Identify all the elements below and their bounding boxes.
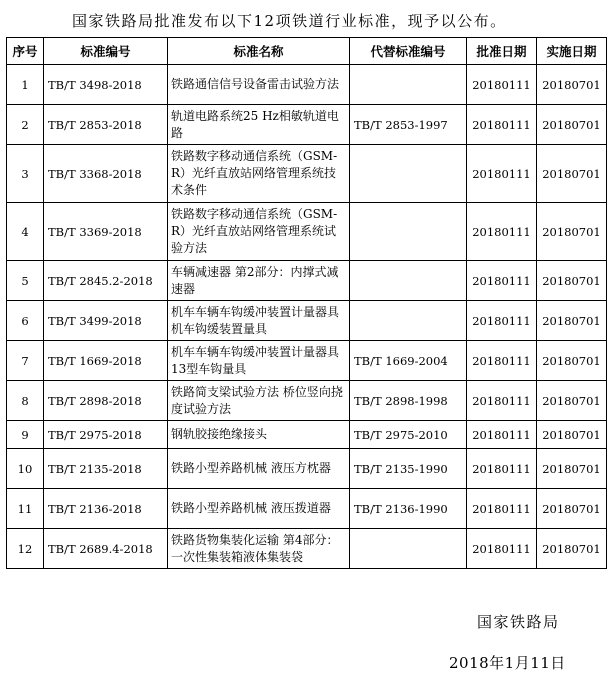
row-approve-date: 20180111 [467,449,537,489]
row-approve-date: 20180111 [467,261,537,301]
table-row [7,261,607,301]
row-approve-date: 20180111 [467,105,537,145]
row-replaced [350,301,467,341]
row-approve-date: 20180111 [467,381,537,421]
row-effective-date: 20180701 [537,529,607,569]
row-replaced: TB/T 2135-1990 [350,449,467,489]
row-effective-date: 20180701 [537,489,607,529]
issue-date: 2018年1月11日 [449,654,566,672]
row-name: 铁路通信信号设备雷击试验方法 [168,65,350,105]
row-name: 铁路小型养路机械 液压方枕器 [168,449,350,489]
row-code: TB/T 1669-2018 [44,341,168,381]
table-row [7,341,607,381]
row-effective-date: 20180701 [537,261,607,301]
row-effective-date: 20180701 [537,449,607,489]
row-effective-date: 20180701 [537,421,607,449]
row-name: 钢轨胶接绝缘接头 [168,421,350,449]
table-row [7,301,607,341]
row-name: 铁路数字移动通信系统（GSM-R）光纤直放站网络管理系统技术条件 [168,145,350,203]
row-replaced [350,145,467,203]
row-no: 10 [7,449,44,489]
header-effective-date: 实施日期 [537,38,607,65]
header-approve-date: 批准日期 [467,38,537,65]
row-approve-date: 20180111 [467,301,537,341]
table-row [7,449,607,489]
row-replaced [350,65,467,105]
row-approve-date: 20180111 [467,421,537,449]
row-replaced [350,203,467,261]
row-no: 7 [7,341,44,381]
row-effective-date: 20180701 [537,341,607,381]
row-code: TB/T 2689.4-2018 [44,529,168,569]
row-name: 铁路简支梁试验方法 桥位竖向挠度试验方法 [168,381,350,421]
table-row [7,421,607,449]
table-body [7,65,607,569]
row-replaced: TB/T 2975-2010 [350,421,467,449]
row-name: 铁路数字移动通信系统（GSM-R）光纤直放站网络管理系统试验方法 [168,203,350,261]
row-code: TB/T 2853-2018 [44,105,168,145]
row-code: TB/T 3369-2018 [44,203,168,261]
row-approve-date: 20180111 [467,341,537,381]
row-code: TB/T 2135-2018 [44,449,168,489]
row-name: 轨道电路系统25 Hz相敏轨道电路 [168,105,350,145]
row-effective-date: 20180701 [537,301,607,341]
table-row [7,145,607,203]
table-row [7,489,607,529]
row-code: TB/T 2136-2018 [44,489,168,529]
row-code: TB/T 2898-2018 [44,381,168,421]
row-effective-date: 20180701 [537,203,607,261]
row-code: TB/T 2975-2018 [44,421,168,449]
row-no: 3 [7,145,44,203]
row-code: TB/T 3498-2018 [44,65,168,105]
standards-table [6,37,607,569]
row-replaced: TB/T 2898-1998 [350,381,467,421]
row-replaced: TB/T 1669-2004 [350,341,467,381]
row-approve-date: 20180111 [467,529,537,569]
row-approve-date: 20180111 [467,489,537,529]
header-code: 标准编号 [44,38,168,65]
row-no: 4 [7,203,44,261]
header-name: 标准名称 [168,38,350,65]
row-replaced: TB/T 2136-1990 [350,489,467,529]
row-no: 2 [7,105,44,145]
row-code: TB/T 3499-2018 [44,301,168,341]
table-header-row [7,38,607,65]
row-name: 铁路小型养路机械 液压拨道器 [168,489,350,529]
row-no: 5 [7,261,44,301]
row-approve-date: 20180111 [467,145,537,203]
row-effective-date: 20180701 [537,145,607,203]
intro-text: 国家铁路局批准发布以下12项铁道行业标准，现予以公布。 [72,12,507,30]
row-approve-date: 20180111 [467,203,537,261]
row-code: TB/T 3368-2018 [44,145,168,203]
row-no: 1 [7,65,44,105]
table-row [7,529,607,569]
row-no: 9 [7,421,44,449]
row-no: 12 [7,529,44,569]
row-replaced [350,529,467,569]
table-row [7,65,607,105]
row-name: 机车车辆车钩缓冲装置计量器具 机车钩缓装置量具 [168,301,350,341]
row-name: 铁路货物集装化运输 第4部分：一次性集装箱液体集装袋 [168,529,350,569]
header-replaced: 代替标准编号 [350,38,467,65]
row-name: 车辆减速器 第2部分：内撑式减速器 [168,261,350,301]
row-no: 6 [7,301,44,341]
row-name: 机车车辆车钩缓冲装置计量器具 13型车钩量具 [168,341,350,381]
row-no: 11 [7,489,44,529]
row-no: 8 [7,381,44,421]
row-approve-date: 20180111 [467,65,537,105]
row-code: TB/T 2845.2-2018 [44,261,168,301]
row-replaced: TB/T 2853-1997 [350,105,467,145]
issuer-name: 国家铁路局 [477,613,560,631]
header-no: 序号 [7,38,44,65]
row-effective-date: 20180701 [537,65,607,105]
table-row [7,105,607,145]
table-row [7,381,607,421]
row-replaced [350,261,467,301]
row-effective-date: 20180701 [537,105,607,145]
row-effective-date: 20180701 [537,381,607,421]
table-row [7,203,607,261]
